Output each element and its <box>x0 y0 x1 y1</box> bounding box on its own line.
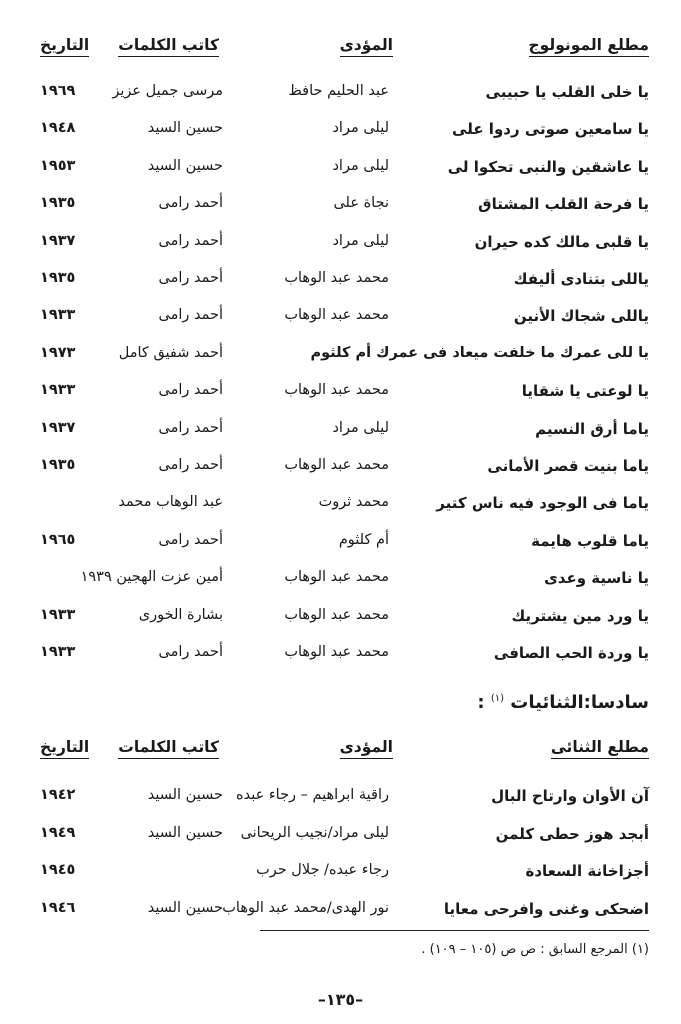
song-opening: يا لوعتى يا شقايا <box>521 382 649 401</box>
lyricist: أحمد رامى <box>158 195 223 212</box>
lyricist: حسين السيد <box>147 787 223 803</box>
song-opening: يا عاشقين والنبى تحكوا لى <box>447 157 649 176</box>
song-opening: ياللى بتنادى أليفك <box>513 270 649 288</box>
table-row <box>0 270 681 300</box>
song-opening: ياما قلوب هايمة <box>531 531 649 550</box>
footnote-divider <box>260 930 649 931</box>
performer: محمد عبد الوهاب <box>284 644 389 660</box>
lyricist: أحمد رامى <box>158 644 223 660</box>
performer: ليلى مراد <box>332 232 389 249</box>
performer: محمد عبد الوهاب <box>284 270 389 286</box>
table-row <box>0 900 681 930</box>
table-row <box>0 457 681 487</box>
date: ١٩٣٥ <box>40 195 76 212</box>
header-date-2: التاريخ <box>40 738 89 766</box>
header-monologue-opening: مطلع المونولوج <box>529 36 650 64</box>
performer: ليلى مراد <box>332 120 389 137</box>
performer: محمد عبد الوهاب <box>284 569 389 586</box>
lyricist: حسين السيد <box>147 120 223 137</box>
footnote-reference: (١) <box>490 693 505 704</box>
header-lyricist: كاتب الكلمات <box>118 36 219 64</box>
lyricist: أحمد رامى <box>158 531 223 548</box>
header-duet-opening: مطلع الثنائى <box>551 738 649 766</box>
table-row <box>0 862 681 892</box>
date: ١٩٣٣ <box>40 644 76 660</box>
lyricist: أحمد رامى <box>158 307 223 324</box>
date: ١٩٦٩ <box>40 83 76 99</box>
table-row <box>0 420 681 450</box>
header-performer-2: المؤدى <box>340 738 393 766</box>
performer: راقية ابراهيم – رجاء عبده <box>235 787 389 803</box>
performer: محمد عبد الوهاب <box>284 606 389 623</box>
table-row <box>0 345 681 375</box>
lyricist: أحمد رامى <box>158 232 223 249</box>
song-opening: يا ناسية وعدى <box>544 569 649 588</box>
date: ١٩٣٥ <box>40 270 76 286</box>
song-opening: يا خلى القلب يا حبيبى <box>485 83 649 101</box>
table-row <box>0 787 681 817</box>
song-opening: يا قلبى مالك كده حيران <box>474 232 649 251</box>
table-row <box>0 644 681 674</box>
table-row <box>0 825 681 855</box>
performer: عبد الحليم حافظ <box>288 83 389 99</box>
lyricist: حسين السيد <box>147 899 223 916</box>
performer: أم كلثوم <box>338 531 389 548</box>
performer: محمد عبد الوهاب <box>284 457 389 473</box>
footnote: (١) المرجع السابق : ص ص (١٠٥ – ١٠٩) . <box>421 942 649 957</box>
song-opening: ياما بنيت قصر الأمانى <box>487 457 649 475</box>
table-row <box>0 532 681 562</box>
performer: ليلى مراد <box>332 157 389 174</box>
date: ١٩٣٣ <box>40 606 76 623</box>
date: ١٩٣٣ <box>40 382 76 399</box>
song-opening: آن الأوان وارتاح البال <box>491 787 649 805</box>
date: ١٩٣٣ <box>40 307 76 324</box>
song-opening: يا للى عمرك ما خلفت ميعاد فى عمرك أم كلثوم <box>310 344 649 361</box>
song-opening: أبجد هوز حطى كلمن <box>495 824 649 843</box>
lyricist: أحمد رامى <box>158 457 223 473</box>
performer: محمد عبد الوهاب <box>284 382 389 399</box>
lyricist: أمين عزت الهجين ١٩٣٩ <box>80 569 223 586</box>
song-opening: ياما أرق النسيم <box>535 419 649 438</box>
date: ١٩٧٣ <box>40 344 76 361</box>
table-row <box>0 382 681 412</box>
song-opening: يا فرحة القلب المشتاق <box>478 195 649 214</box>
table-row <box>0 195 681 225</box>
performer: رجاء عبده/ جلال حرب <box>256 862 389 878</box>
date: ١٩٤٦ <box>40 899 76 916</box>
lyricist: أحمد رامى <box>158 270 223 286</box>
performer: محمد عبد الوهاب <box>284 307 389 324</box>
lyricist: بشارة الخورى <box>138 606 223 623</box>
performer: نجاة على <box>333 195 389 212</box>
date: ١٩٤٥ <box>40 862 76 878</box>
date: ١٩٣٥ <box>40 457 76 473</box>
song-opening: ياللى شجاك الأنين <box>513 307 649 326</box>
table-row <box>0 120 681 150</box>
lyricist: أحمد رامى <box>158 419 223 436</box>
page-number: –١٣٥– <box>317 990 364 1009</box>
header-lyricist-2: كاتب الكلمات <box>118 738 219 766</box>
date: ١٩٤٢ <box>40 787 76 803</box>
song-opening: ياما فى الوجود فيه ناس كتير <box>436 494 649 513</box>
date: ١٩٦٥ <box>40 531 76 548</box>
song-opening: أجزاخانة السعادة <box>525 862 649 880</box>
date: ١٩٣٧ <box>40 232 76 249</box>
table-row <box>0 607 681 637</box>
header-date: التاريخ <box>40 36 89 64</box>
date: ١٩٥٣ <box>40 157 76 174</box>
lyricist: أحمد شفيق كامل <box>118 344 223 361</box>
date: ١٩٤٩ <box>40 824 76 841</box>
date: ١٩٣٧ <box>40 419 76 436</box>
table-row <box>0 307 681 337</box>
lyricist: حسين السيد <box>147 824 223 841</box>
section-title-duets: سادسا:الثنائيات $^{(١)}$ : <box>477 692 649 713</box>
lyricist: أحمد رامى <box>158 382 223 399</box>
date: ١٩٤٨ <box>40 120 76 137</box>
lyricist: مرسى جميل عزيز <box>112 83 223 99</box>
table-row <box>0 233 681 263</box>
song-opening: اضحكى وغنى وافرحى معايا <box>443 899 649 918</box>
table-row <box>0 569 681 599</box>
performer: ليلى مراد <box>332 419 389 436</box>
performer: محمد ثروت <box>318 494 389 511</box>
song-opening: يا سامعين صوتى ردوا على <box>452 120 649 139</box>
table-row <box>0 83 681 113</box>
song-opening: يا ورد مين يشتريك <box>511 606 649 625</box>
performer: نور الهدى/محمد عبد الوهاب <box>222 899 389 916</box>
performer: ليلى مراد/نجيب الريحانى <box>240 824 389 841</box>
header-performer: المؤدى <box>340 36 393 64</box>
lyricist: عبد الوهاب محمد <box>118 494 223 511</box>
table-row <box>0 494 681 524</box>
lyricist: حسين السيد <box>147 157 223 174</box>
song-opening: يا وردة الحب الصافى <box>493 644 649 662</box>
table-row <box>0 158 681 188</box>
